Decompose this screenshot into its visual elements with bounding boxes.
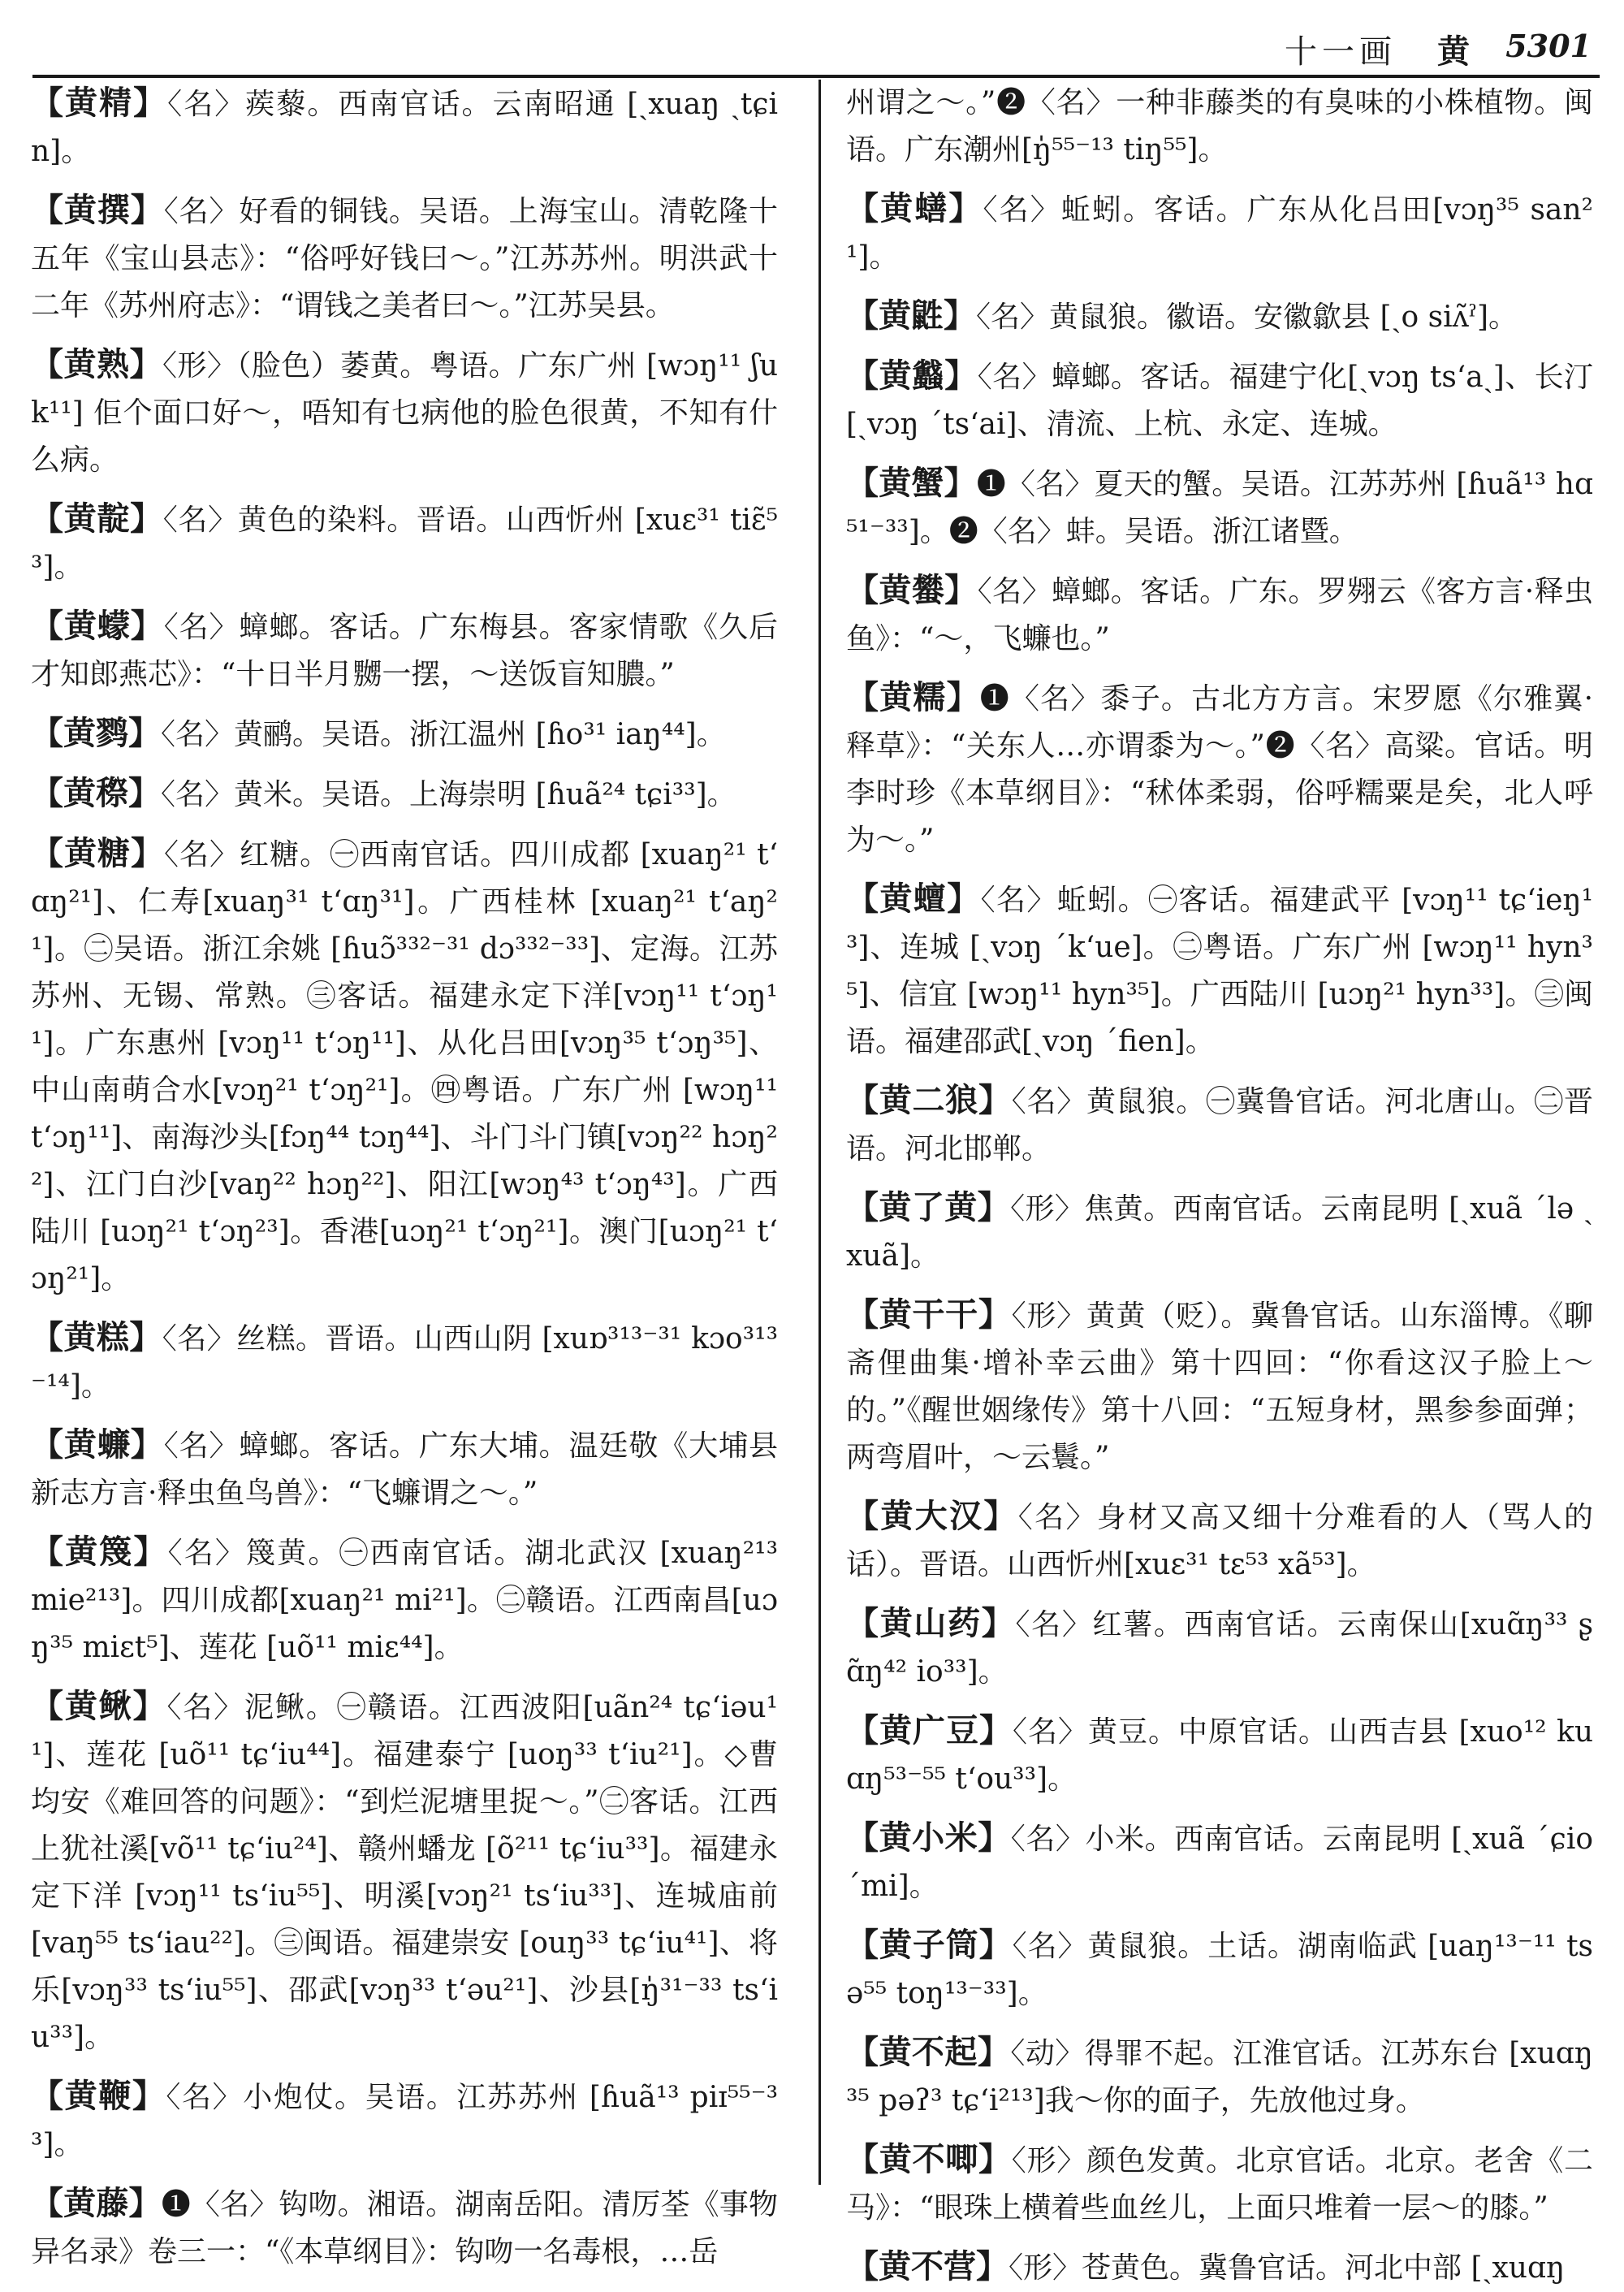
entry-headword: 黄藤	[63, 2185, 129, 2222]
entry-definition: 〈形〉苍黄色。冀鲁官话。河北中部 [ˏxuɑŋ	[1009, 2251, 1566, 2285]
bracket-close: 】	[944, 572, 978, 609]
entry-definition: 〈动〉得罪不起。江淮官话。江苏东台 [xuɑŋ³⁵ pəʔ³ tɕʻi²¹³]我～你的面子，先放他过身。	[846, 2037, 1593, 2117]
bracket-close: 】	[133, 1533, 168, 1571]
bracket-open: 【	[846, 1296, 879, 1334]
entry-definition: 〈形〉焦黄。西南官话。云南昆明 [ˏxuã ˊlə ˏxuã]。	[846, 1192, 1594, 1273]
dictionary-entry	[31, 80, 778, 175]
bracket-open: 【	[846, 679, 880, 716]
dictionary-entry	[846, 1707, 1593, 1803]
dictionary-entry	[846, 876, 1593, 1066]
bracket-close: 】	[947, 880, 981, 918]
dictionary-entry	[31, 1529, 778, 1671]
entry-headword: 黄撰	[63, 192, 131, 229]
bracket-open: 【	[846, 357, 879, 395]
bracket-open: 【	[846, 2141, 879, 2178]
bracket-open: 【	[31, 2185, 64, 2222]
left-column	[31, 80, 779, 2268]
right-column	[846, 80, 1594, 2286]
bracket-close: 】	[944, 297, 976, 335]
entry-headword: 黄蟮	[880, 190, 949, 227]
entry-definition: 〈名〉蟑螂。客话。广东大埔。温廷敬《大埔县新志方言·释虫鱼鸟兽》：“飞蠊谓之～。”	[31, 1429, 779, 1510]
header-section: 十一画	[1285, 33, 1397, 71]
bracket-close: 】	[132, 2078, 166, 2115]
entry-definition: 〈名〉黄色的染料。晋语。山西忻州 [xuɛ³¹ tiɛ̃⁵³]。	[31, 504, 779, 584]
bracket-open: 【	[31, 346, 64, 383]
bracket-open: 【	[846, 1498, 881, 1535]
dictionary-entry	[846, 292, 1593, 341]
bracket-close: 】	[130, 608, 164, 645]
dictionary-entry	[31, 830, 778, 1303]
bracket-close: 】	[944, 465, 977, 502]
bracket-open: 【	[31, 192, 64, 229]
entry-definition: 〈名〉丝糕。晋语。山西山阴 [xuɒ³¹³⁻³¹ kɔo³¹³⁻¹⁴]。	[31, 1322, 779, 1403]
entry-headword: 黄了黄	[879, 1189, 978, 1226]
entry-headword: 黄干干	[879, 1296, 978, 1334]
bracket-open: 【	[31, 1319, 64, 1356]
entry-headword: 黄鹨	[63, 715, 128, 752]
bracket-close: 】	[128, 715, 161, 752]
entry-headword: 黄糯	[879, 679, 947, 716]
bracket-close: 】	[128, 775, 161, 812]
bracket-open: 【	[846, 465, 879, 502]
dictionary-entry	[31, 2180, 778, 2276]
entry-headword: 黄二狼	[879, 1082, 978, 1119]
dictionary-entry	[31, 1421, 778, 1517]
bracket-close: 】	[130, 500, 163, 538]
entry-headword: 黄穄	[63, 775, 128, 812]
entry-definition: 〈名〉好看的铜钱。吴语。上海宝山。清乾隆十五年《宝山县志》：“俗呼好钱曰～。”江苏苏州。明洪武十二年《苏州府志》：“谓钱之美者曰～。”江苏吴县。	[31, 195, 779, 322]
entry-headword: 黄蠽	[879, 357, 945, 395]
entry-definition: 〈名〉泥鳅。㊀赣语。江西波阳[uãn²⁴ tɕʻiəu¹¹]、莲花 [uõ¹¹ tɕʻiu⁴⁴]。福建泰宁 [uoŋ³³ tʻiu²¹]。◇曹均安《难回答的问题》：“到烂泥塘里捉～。”㊁客话。江西上犹社溪[võ¹¹ tɕʻiu²⁴]、赣州蟠龙 [õ²¹¹ tɕʻiu³³]。福建永定下洋 [vɔŋ¹¹ tsʻiu⁵⁵]、明溪[vɔŋ²¹ tsʻiu³³]、连城庙前 [vaŋ⁵⁵ tsʻiau²²]。㊂闽语。福建崇安 [ouŋ³³ tɕʻiu⁴¹]、将乐[vɔŋ³³ tsʻiu⁵⁵]、邵武[vɔŋ³³ tʻəu²¹]、沙县[ŋ̍³¹⁻³³ tsʻiu³³]。	[31, 1691, 778, 2054]
dictionary-entry	[31, 187, 778, 330]
bracket-close: 】	[981, 1605, 1016, 1642]
bracket-open: 【	[846, 2034, 879, 2071]
bracket-close: 】	[978, 1296, 1012, 1334]
entry-headword: 黄篾	[65, 1533, 134, 1571]
bracket-close: 】	[131, 835, 165, 872]
entry-definition: 〈名〉黄豆。中原官话。山西吉县 [xuo¹² kuɑŋ⁵³⁻⁵⁵ tʻou³³]。	[846, 1715, 1594, 1796]
entry-headword: 黄山药	[879, 1605, 982, 1642]
entry-definition: 〈名〉小米。西南官话。云南昆明 [ˏxuã ˊɕio ˊmi]。	[846, 1823, 1594, 1903]
entry-definition: 〈名〉篾黄。㊀西南官话。湖北武汉 [xuaŋ²¹³ mie²¹³]。四川成都[xuaŋ²¹ mi²¹]。㊁赣语。江西南昌[uɔŋ³⁵ miɛt⁵]、莲花 [uõ¹¹ miɛ⁴⁴]。	[31, 1537, 779, 1664]
entry-headword: 黄鳅	[64, 1688, 133, 1725]
entry-definition: 〈名〉黄鼠狼。㊀冀鲁官话。河北唐山。㊁晋语。河北邯郸。	[846, 1085, 1593, 1165]
entry-headword: 黄糕	[63, 1319, 130, 1356]
entry-headword: 黄不起	[879, 2034, 978, 2071]
dictionary-entry	[846, 1600, 1593, 1696]
entry-definition: 〈名〉黄米。吴语。上海崇明 [ɦuã²⁴ tɕi³³]。	[161, 778, 736, 811]
bracket-open: 【	[31, 835, 65, 872]
dictionary-entry	[31, 603, 778, 698]
entry-definition: 〈形〉颜色发黄。北京官话。北京。老舍《二马》：“眼珠上横着些血丝儿，上面只堆着一层～的膝。”	[846, 2144, 1593, 2225]
entry-headword: 黄小米	[879, 1819, 978, 1857]
dictionary-entry	[31, 341, 778, 484]
entry-definition: ❶〈名〉钩吻。湘语。湖南岳阳。清厉荃《事物异名录》卷三一：“《本草纲目》：钩吻一名毒根，…岳	[31, 2188, 779, 2268]
entry-headword: 黄靛	[63, 500, 131, 538]
entry-definition: 州谓之～。”❷〈名〉一种非藤类的有臭味的小株植物。闽语。广东潮州[ŋ̍⁵⁵⁻¹³ tiŋ⁵⁵]。	[846, 86, 1593, 166]
bracket-close: 】	[133, 84, 168, 122]
entry-headword: 黄熟	[63, 346, 130, 383]
bracket-open: 【	[31, 2078, 65, 2115]
entry-definition: ❶〈名〉黍子。古北方方言。宋罗愿《尔雅翼·释草》：“关东人…亦谓黍为～。”❷〈名〉高粱。官话。明李时珍《本草纲目》：“秫体柔弱，俗呼糯粟是矣，北人呼为～。”	[846, 682, 1594, 857]
bracket-close: 】	[944, 357, 978, 395]
bracket-open: 【	[846, 2248, 879, 2286]
entry-headword: 黄鞭	[64, 2078, 132, 2115]
page-header	[32, 18, 1600, 78]
bracket-open: 【	[31, 715, 63, 752]
entry-headword: 黄精	[65, 84, 134, 122]
bracket-close: 】	[976, 2248, 1009, 2286]
entry-definition: 〈名〉红薯。西南官话。云南保山[xuɑ̃ŋ³³ ʂɑ̃ŋ⁴² io³³]。	[846, 1608, 1594, 1689]
entry-headword: 黄不营	[879, 2248, 976, 2286]
entry-definition: 〈形〉黄黄（贬）。冀鲁官话。山东淄博。《聊斋俚曲集·增补幸云曲》第十四回：“你看这汉子脸上～的。”《醒世姻缘传》第十八回：“五短身材，黑参参面弹；两弯眉叶，～云鬟。”	[846, 1300, 1594, 1474]
entry-definition: 〈名〉蒺藜。西南官话。云南昭通 [ˏxuaŋ ˏtɕin]。	[31, 88, 779, 168]
page-number: 5301	[1505, 28, 1592, 64]
dictionary-entry	[31, 495, 778, 591]
dictionary-entry	[846, 460, 1593, 556]
bracket-close: 】	[946, 679, 980, 716]
bracket-close: 】	[977, 2034, 1011, 2071]
entry-headword: 黄蠜	[879, 572, 945, 609]
bracket-close: 】	[979, 1712, 1013, 1749]
bracket-close: 】	[130, 1426, 164, 1464]
entry-headword: 黄糖	[64, 835, 132, 872]
dictionary-entry	[846, 1922, 1593, 2017]
dictionary-entry	[31, 2073, 778, 2169]
bracket-open: 【	[846, 1605, 880, 1642]
entry-definition: 〈形〉（脸色）萎黄。粤语。广东广州 [wɔŋ¹¹ ʃuk¹¹] 佢个面口好～，唔知有乜病他的脸色很黄，不知有什么病。	[31, 349, 779, 477]
bracket-close: 】	[978, 1927, 1013, 1964]
entry-headword: 黄不唧	[879, 2141, 978, 2178]
entry-definition: 〈名〉黄鹂。吴语。浙江温州 [ɦo³¹ iaŋ⁴⁴]。	[161, 718, 726, 751]
entry-headword: 黄蠓	[63, 608, 131, 645]
entry-definition: 〈名〉蟑螂。客话。福建宁化[ˏvɔŋ tsʻaˏ]、长汀 [ˏvɔŋ ˊtsʻai]、清流、上杭、永定、连城。	[846, 361, 1594, 441]
dictionary-entry	[846, 1814, 1593, 1910]
entry-definition: 〈名〉黄鼠狼。徽语。安徽歙县 [ˏo siʌ̃ˀ]。	[976, 301, 1518, 334]
bracket-close: 】	[128, 2185, 162, 2222]
header-character: 黄	[1437, 32, 1470, 71]
bracket-open: 【	[31, 1426, 64, 1464]
bracket-open: 【	[31, 1688, 65, 1725]
dictionary-entry	[846, 1184, 1593, 1280]
bracket-open: 【	[846, 1927, 879, 1964]
bracket-close: 】	[130, 192, 164, 229]
entry-definition: 〈名〉红糖。㊀西南官话。四川成都 [xuaŋ²¹ tʻɑŋ²¹]、仁寿[xuaŋ³¹ tʻɑŋ³¹]。广西桂林 [xuaŋ²¹ tʻaŋ²¹]。㊁吴语。浙江余姚 [ɦuɔ̃³³²⁻³¹ dɔ³³²⁻³³]、定海。江苏苏州、无锡、常熟。㊂客话。福建永定下洋[vɔŋ¹¹ tʻɔŋ¹¹]。广东惠州 [vɔŋ¹¹ tʻɔŋ¹¹]、从化吕田[vɔŋ³⁵ tʻɔŋ³⁵]、中山南萌合水[vɔŋ²¹ tʻɔŋ²¹]。㊃粤语。广东广州 [wɔŋ¹¹ tʻɔŋ¹¹]、南海沙头[fɔŋ⁴⁴ tɔŋ⁴⁴]、斗门斗门镇[vɔŋ²² hɔŋ²²]、江门白沙[vaŋ²² hɔŋ²²]、阳江[wɔŋ⁴³ tʻɔŋ⁴³]。广西陆川 [uɔŋ²¹ tʻɔŋ²³]。香港[uɔŋ²¹ tʻɔŋ²¹]。澳门[uɔŋ²¹ tʻɔŋ²¹]。	[31, 838, 779, 1295]
dictionary-entry	[846, 1291, 1593, 1481]
bracket-close: 】	[983, 1498, 1018, 1535]
bracket-close: 】	[132, 1688, 167, 1725]
entry-definition: 〈名〉蚯蚓。㊀客话。福建武平 [vɔŋ¹¹ tɕʻieŋ¹³]、连城 [ˏvɔŋ ˊkʻue]。㊁粤语。广东广州 [wɔŋ¹¹ hyn³⁵]、信宜 [wɔŋ¹¹ hyn³⁵]。广西陆川 [uɔŋ²¹ hyn³³]。㊂闽语。福建邵武[ˏvɔŋ ˊfien]。	[846, 884, 1594, 1058]
bracket-open: 【	[846, 190, 881, 227]
entry-definition: 〈名〉蚯蚓。客话。广东从化吕田[vɔŋ³⁵ san²¹]。	[846, 193, 1594, 274]
dictionary-entry	[846, 1493, 1593, 1589]
dictionary-entry	[846, 2243, 1593, 2292]
entry-headword: 黄蟺	[879, 880, 948, 918]
bracket-close: 】	[948, 190, 983, 227]
bracket-open: 【	[846, 572, 879, 609]
entry-definition: ❶〈名〉夏天的蟹。吴语。江苏苏州 [ɦuã¹³ hɑ⁵¹⁻³³]。❷〈名〉蚌。吴语。浙江诸暨。	[846, 468, 1593, 548]
bracket-open: 【	[846, 297, 879, 335]
dictionary-entry	[846, 352, 1593, 448]
entry-continuation	[846, 80, 1593, 174]
dictionary-entry	[31, 1683, 778, 2061]
bracket-open: 【	[31, 775, 63, 812]
dictionary-entry	[846, 2136, 1593, 2232]
entry-headword: 黄鼪	[879, 297, 944, 335]
dictionary-entry	[846, 2029, 1593, 2125]
dictionary-entry	[31, 1314, 778, 1410]
entry-headword: 黄大汉	[880, 1498, 984, 1535]
bracket-open: 【	[846, 1712, 880, 1749]
bracket-open: 【	[846, 1082, 879, 1119]
entry-headword: 黄广豆	[879, 1712, 980, 1749]
bracket-close: 】	[978, 1819, 1011, 1857]
entry-definition: 〈名〉蟑螂。客话。广东梅县。客家情歌《久后才知郎燕芯》：“十日半月嬲一摆，～送饭盲知膿。”	[31, 611, 779, 691]
bracket-open: 【	[31, 84, 66, 122]
entry-definition: 〈名〉黄鼠狼。土话。湖南临武 [uaŋ¹³⁻¹¹ tsə⁵⁵ toŋ¹³⁻³³]。	[846, 1930, 1594, 2010]
bracket-open: 【	[31, 1533, 66, 1571]
bracket-open: 【	[846, 1819, 879, 1857]
dictionary-entry	[846, 1077, 1593, 1173]
entry-headword: 黄蠊	[63, 1426, 131, 1464]
bracket-open: 【	[31, 608, 64, 645]
bracket-close: 】	[977, 1189, 1011, 1226]
dictionary-entry	[31, 710, 778, 759]
bracket-close: 】	[978, 2141, 1012, 2178]
bracket-close: 】	[978, 1082, 1012, 1119]
bracket-close: 】	[129, 1319, 162, 1356]
entry-definition: 〈名〉蟑螂。客话。广东。罗翙云《客方言·释虫鱼》：“～，飞蠊也。”	[846, 575, 1593, 655]
bracket-close: 】	[129, 346, 162, 383]
entry-headword: 黄子筒	[879, 1927, 979, 1964]
bracket-open: 【	[846, 880, 880, 918]
dictionary-entry	[846, 567, 1593, 663]
entry-definition: 〈名〉小炮仗。吴语。江苏苏州 [ɦuã¹³ piɪ⁵⁵⁻³³]。	[31, 2081, 779, 2161]
entry-definition: 〈名〉身材又高又细十分难看的人（骂人的话）。晋语。山西忻州[xuɛ³¹ tɛ⁵³ xã⁵³]。	[846, 1501, 1594, 1581]
column-divider	[818, 80, 821, 2185]
bracket-open: 【	[846, 1189, 879, 1226]
entry-headword: 黄蟹	[879, 465, 944, 502]
bracket-open: 【	[31, 500, 64, 538]
dictionary-entry	[31, 770, 778, 819]
dictionary-entry	[846, 185, 1593, 281]
dictionary-entry	[846, 674, 1593, 864]
